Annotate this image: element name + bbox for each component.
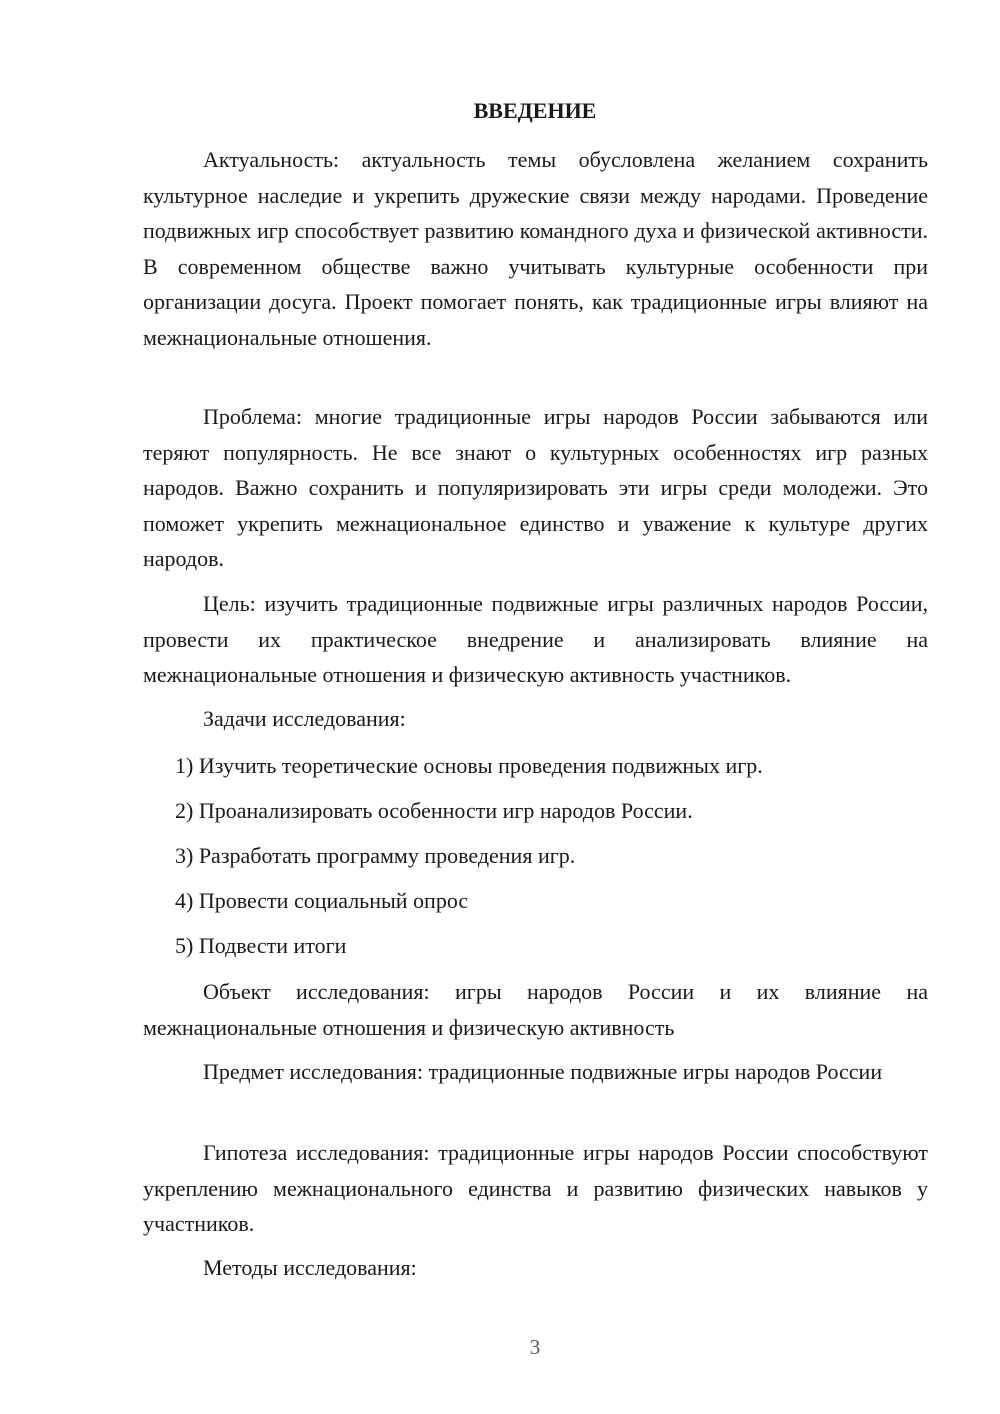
paragraph-object: Объект исследования: игры народов России и их влияние на межнациональные отношения и физическую активность: [143, 979, 928, 1040]
page-number: 3: [529, 1335, 541, 1359]
methods-heading: Методы исследования:: [203, 1255, 417, 1280]
paragraph-goal: Цель: изучить традиционные подвижные игры различных народов России, провести их практическое внедрение и анализировать влияние на межнациональные отношения и физическую активность участников.: [143, 591, 928, 687]
task-item-3: 3) Разработать программу проведения игр.: [175, 843, 576, 868]
task-item-2: 2) Проанализировать особенности игр народов России.: [175, 798, 693, 823]
task-item-5: 5) Подвести итоги: [175, 933, 347, 958]
paragraph-hypothesis: Гипотеза исследования: традиционные игры народов России способствуют укреплению межнационального единства и развитию физических навыков у участников.: [143, 1140, 928, 1236]
paragraph-problem: Проблема: многие традиционные игры народов России забываются или теряют популярность. Не все знают о культурных особенностях игр разных народов. Важно сохранить и популяризировать эти игры среди молодежи. Это поможет укрепить межнациональное единство и уважение к культуре других народов.: [143, 404, 928, 571]
section-title: ВВЕДЕНИЕ: [473, 98, 597, 123]
task-item-1: 1) Изучить теоретические основы проведения подвижных игр.: [175, 753, 763, 778]
tasks-heading: Задачи исследования:: [203, 706, 406, 731]
paragraph-subject: Предмет исследования: традиционные подвижные игры народов России: [203, 1059, 883, 1084]
paragraph-actuality: Актуальность: актуальность темы обусловлена желанием сохранить культурное наследие и укрепить дружеские связи между народами. Проведение подвижных игр способствует развитию командного духа и физической активности. В современном обществе важно учитывать культурные особенности при организации досуга. Проект помогает понять, как традиционные игры влияют на межнациональные отношения.: [143, 147, 928, 350]
task-item-4: 4) Провести социальный опрос: [175, 888, 469, 913]
